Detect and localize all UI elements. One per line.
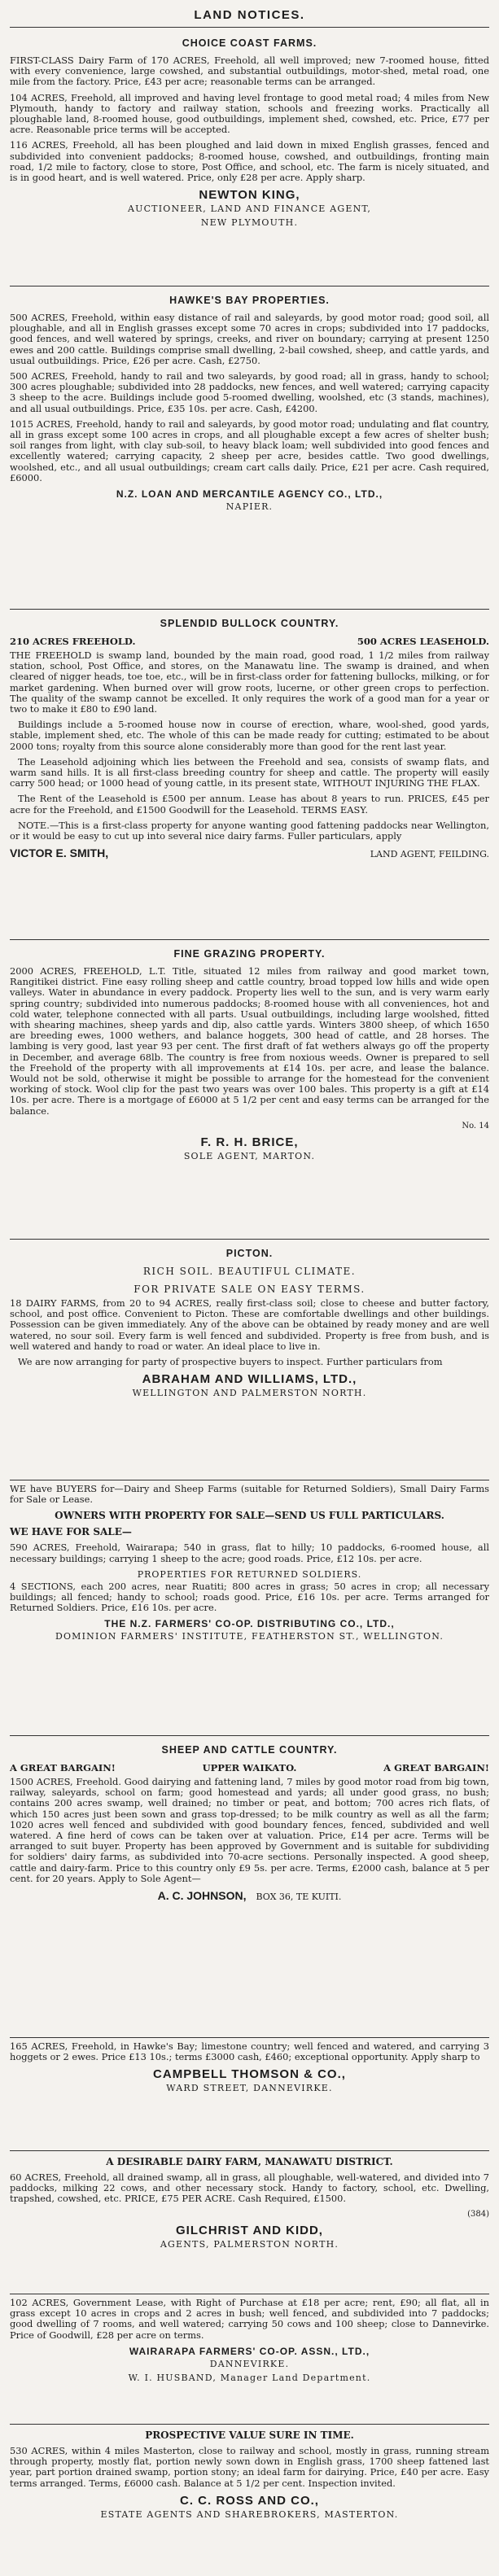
subheading-row [10, 636, 489, 647]
agent-name: A. C. JOHNSON, [157, 1889, 247, 1903]
picton-section [10, 1234, 489, 1402]
paragraph: The Leasehold adjoining which lies between the Freehold and sea, consists of swamp flats, and warm sand hills. It is all first-class breeding country for sheep and cattle. The property will easily carry 500 head; or 1000 head of young cattle, in its present state, WITHOUT INJURING THE FLAX. [10, 755, 489, 789]
divider [10, 2037, 489, 2038]
paragraph: The Rent of the Leasehold is £500 per annum. Lease has about 8 years to run. PRICES, £45 per acre for the Freehold, and £1500 Goodwill for the Leasehold. TERMS EASY. [10, 793, 489, 816]
paragraph: We are now arranging for party of prospective buyers to inspect. Further particulars from [18, 1356, 443, 1368]
section-heading: A DESIRABLE DAIRY FARM, MANAWATU DISTRICT. [106, 2156, 393, 2167]
divider [10, 1735, 489, 1736]
section-heading: OWNERS WITH PROPERTY FOR SALE—SEND US FULL PARTICULARS. [55, 1510, 444, 1522]
freehold-label: 210 ACRES FREEHOLD. [10, 636, 136, 647]
bargain-label: A GREAT BARGAIN! [10, 1762, 116, 1773]
section-heading: HAWKE'S BAY PROPERTIES. [169, 295, 330, 306]
agent-title: ESTATE AGENTS AND SHAREBROKERS, MASTERTON. [100, 2508, 399, 2520]
leasehold-label: 500 ACRES LEASEHOLD. [357, 636, 489, 647]
tagline: RICH SOIL. BEAUTIFUL CLIMATE. [142, 1266, 357, 1277]
agent-manager: W. I. HUSBAND, Manager Land Department. [128, 2372, 371, 2383]
listing: 1500 ACRES, Freehold. Good dairying and fattening land, 7 miles by good motor road from big town, railway, saleyards, school on farm; good homestead and yards; all under good grass, no bush; contains 200 acres swamp, well drained; no timber or peat, and bottom; 700 acres rich flats, of which 150 acres just been sown and grass top-dressed; to be milk country as well as all the farm; 1020 acres well fenced and subdivided with good boundary fences, fenced, subdivided and well watered. A fine herd of cows can be taken over at valuation. Price, £14 per acre. Terms will be arranged to suit buyer. Property has been approved by Government and is suitable for subdividing for soldiers' dairy farms, as subdivided into 70-acre sections. Personally inspected. A good sheep, cattle and dairy-farm. Price to this country only £9 5s. per acre. Terms, £2000 cash, balance at 5 per cent. for 20 years. Apply to Sole Agent— [10, 1776, 489, 1884]
agent-location: WELLINGTON AND PALMERSTON NORTH. [132, 1388, 367, 1399]
paragraph: NOTE.—This is a first-class property for anyone wanting good fattening paddocks near Wellington, or it would be easy to cut up into several nice dairy farms. Fuller particulars, apply [10, 819, 489, 842]
listing: 18 DAIRY FARMS, from 20 to 94 ACRES, really first-class soil; close to cheese and butter factory, school, and post office. Convenient to Picton. These are comfortable dwellings and other buildings. Possession can be given immediately. Any of the above can be obtained by ready money and are well watered, no sour soil. Every farm is well fenced and subdivided. Property is free from bush, and is well watered and handy to road or water. An ideal place to live in. [10, 1297, 489, 1352]
listing: 116 ACRES, Freehold, all has been ploughed and laid down in mixed English grasses, fenced and subdivided into convenient paddocks; 8-roomed house, cowshed, and outbuildings, fronting main road, 1/2 mile to factory, close to store, Post Office, and school, etc. The farm is nicely situated, and is in good heart, and is well watered. Price, only £28 per acre. Apply sharp. [10, 139, 489, 184]
farmers-coop-section [10, 1475, 489, 1645]
district-label: UPPER WAIKATO. [202, 1762, 297, 1773]
government-lease-section [10, 2289, 489, 2386]
listing: 165 ACRES, Freehold, in Hawke's Bay; limestone country; well fenced and watered, and carrying 3 hoggets or 2 ewes. Price £13 10s.; terms £3000 cash, £460; exceptional opportunity. Apply sharp to [10, 2040, 489, 2063]
listing: 530 ACRES, within 4 miles Masterton, close to railway and school, mostly in grass, running stream through property, mostly flat, portion newly sown down in English grass, 1700 sheep fattened last year, part portion drained swamp, portion stony; an ideal farm for dairying. Price, £40 per acre. Easy terms arranged. Terms, £6000 cash. Balance at 5 1/2 per cent. Inspection invited. [10, 2445, 489, 2489]
agent-title: AUCTIONEER, LAND AND FINANCE AGENT, [127, 203, 372, 215]
listing: 500 ACRES, Freehold, handy to rail and two saleyards, by good road; all in grass, handy to school; 300 acres ploughable; subdivided into 28 paddocks, new fences, and well watered; carrying capacity 3 sheep to the acre. Buildings include good 5-roomed dwelling, woolshed, etc (3 stands, machines), and all usual outbuildings. Price, £35 10s. per acre. Cash, £4200. [10, 370, 489, 414]
section-heading: SPLENDID BULLOCK COUNTRY. [160, 618, 339, 629]
agent-name: CAMPBELL THOMSON & CO., [153, 2067, 346, 2082]
section-heading: SHEEP AND CATTLE COUNTRY. [161, 1744, 338, 1756]
agent-address: BOX 36, TE KUITI. [256, 1892, 342, 1903]
divider [10, 939, 489, 940]
agent-line [10, 1889, 489, 1902]
section-heading: PICTON. [225, 1248, 274, 1259]
agent-location: DANNEVIRKE. [209, 2358, 290, 2369]
section-heading: PROSPECTIVE VALUE SURE IN TIME. [145, 2429, 354, 2441]
divider [10, 1239, 489, 1240]
agent-line [10, 846, 489, 859]
agent-address: WARD STREET, DANNEVIRKE. [166, 2083, 333, 2094]
listing: FIRST-CLASS Dairy Farm of 170 ACRES, Freehold, all well improved; new 7-roomed house, fitted with every convenience, large cowshed, and substantial outbuildings, motor-shed, metal road, one mile from the factory. Price, £43 per acre; reasonable terms can be arranged. [10, 55, 489, 88]
listing: 2000 ACRES, FREEHOLD, L.T. Title, situated 12 miles from railway and good market town, Rangitikei district. Fine easy rolling sheep and cattle country, broad topped low hills and wide open valleys. Water in abundance in every paddock. Property lies well to the sun, and is very warm early spring country; subdivided into numerous paddocks; 8-roomed house with all conveniences, hot and cold water, telephone connected with all parts. Usual outbuildings, including large woolshed, fitted with shearing machines, sheep yards and dip, also cattle yards. Winters 3800 sheep, of which 1650 are breeding ewes, 1000 wethers, and balance hoggets, 300 head of cattle, and 28 horses. The lambing is very good, last year 93 per cent. The first draft of fat wethers always go off the property in December, and average 68lb. The country is free from noxious weeds. Owner is prepared to sell the Freehold of the property with all improvements at £14 10s. per acre, and lease the balance. Would not be sold, otherwise it might be possible to arrange for the homestead for the convenient working of stock. Wool clip for the past two years was over 100 bales. This property is a gift at £14 10s. per acre. There is a mortgage of £6000 at 5 1/2 per cent and easy terms can be arranged for the balance. [10, 965, 489, 1117]
listing: 104 ACRES, Freehold, all improved and having level frontage to good metal road; 4 miles from New Plymouth, handy to factory and railway station, schools and freezing works. Practically all ploughable land, 8-roomed house, good outbuildings, implement shed, cowshed, etc. Price, £77 per acre. Reasonable price terms will be accepted. [10, 91, 489, 136]
bullock-country-section [10, 604, 489, 863]
section-heading: FINE GRAZING PROPERTY. [173, 948, 326, 960]
agent-name: F. R. H. BRICE, [200, 1135, 299, 1149]
subheading: PROPERTIES FOR RETURNED SOLDIERS. [137, 1568, 362, 1580]
hawkes-bay-limestone-section [10, 2032, 489, 2097]
listing: 500 ACRES, Freehold, within easy distance of rail and saleyards, by good motor road; good soil, all ploughable, and all in English grasses except some 70 acres in crops; subdivided into 17 paddocks, good fences, and well watered by springs, creeks, and river on boundary; carrying at present 1250 ewes and 200 cattle. Buildings comprise small dwelling, 2-bail cowshed, sheep, and cattle yards, and usual outbuildings. Price, £26 per acre. Cash, £2750. [10, 312, 489, 366]
agent-name: WAIRARAPA FARMERS' CO-OP. ASSN., LTD., [129, 2345, 370, 2357]
agent-title: LAND AGENT, FEILDING. [370, 849, 489, 860]
agent-location: AGENTS, PALMERSTON NORTH. [160, 2238, 339, 2250]
hawkes-bay-section [10, 281, 489, 515]
listing: 102 ACRES, Government Lease, with Right of Purchase at £18 per acre; rent, £90; all flat, all in grass except 10 acres in crops and 2 acres in bush; well fenced, and subdivided into 7 paddocks; good dwelling of 7 rooms, and well watered; carrying 50 cows and 100 sheep; close to Dannevirke. Price of Goodwill, £28 per acre on terms. [10, 2297, 489, 2341]
listing: 4 SECTIONS, each 200 acres, near Ruatiti; 800 acres in grass; 50 acres in crop; all necessary buildings; all fenced; handy to school; roads good. Price, £16 10s. per acre. Terms arranged for Returned Soldiers. Price, £16 10s. per acre. [10, 1580, 489, 1614]
intro: WE have BUYERS for—Dairy and Sheep Farms (suitable for Returned Soldiers), Small Dairy Farms for Sale or Lease. [10, 1483, 489, 1506]
listing: 60 ACRES, Freehold, all drained swamp, all in grass, all ploughable, well-watered, and divided into 7 paddocks, milking 22 cows, and other necessary stock. Handy to factory, school, etc. Dwelling, trapshed, cowshed, etc. PRICE, £75 PER ACRE. Cash Required, £1500. [10, 2171, 489, 2205]
agent-name: N.Z. LOAN AND MERCANTILE AGENCY CO., LTD., [116, 488, 383, 501]
agent-title: SOLE AGENT, MARTON. [183, 1150, 316, 1161]
listing: 590 ACRES, Freehold, Wairarapa; 540 in grass, flat to hilly; 10 paddocks, 6-roomed house, all necessary buildings; carrying 1 sheep to the acre; good roads. Price, £12 10s. per acre. [10, 1542, 489, 1564]
masterton-section [10, 2419, 489, 2523]
divider [10, 27, 489, 28]
agent-name: THE N.Z. FARMERS' CO-OP. DISTRIBUTING CO., LTD., [104, 1618, 395, 1630]
grazing-property-section [10, 934, 489, 1165]
agent-location: NEW PLYMOUTH. [200, 217, 299, 229]
divider [10, 609, 489, 610]
coast-farms-section [10, 29, 489, 231]
listing: 1015 ACRES, Freehold, handy to rail and saleyards, by good motor road; undulating and flat country, all in grass except some 100 acres in crops, and all ploughable except a few acres of shelter bush; soil ranges from light, with clay sub-soil, to heavy black loam; well subdivided into good fences and excellently watered; carrying capacity, 2 sheep per acre, besides cattle. Two good dwellings, woolshed, etc., and all usual outbuildings; cream cart calls daily. Price, £21 per acre. Cash required, £6000. [10, 418, 489, 483]
serial-number: (384) [467, 2209, 489, 2219]
subheading: WE HAVE FOR SALE— [10, 1526, 132, 1538]
agent-name: ABRAHAM AND WILLIAMS, LTD., [142, 1372, 357, 1387]
agent-name: NEWTON KING, [199, 188, 300, 203]
section-heading: CHOICE COAST FARMS. [182, 37, 317, 49]
manawatu-dairy-section [10, 2145, 489, 2253]
masthead: LAND NOTICES. [194, 8, 305, 22]
agent-name: GILCHRIST AND KIDD, [176, 2223, 323, 2237]
divider [10, 2424, 489, 2425]
sheep-cattle-section [10, 1730, 489, 1905]
divider [10, 2150, 489, 2151]
tagline: FOR PRIVATE SALE ON EASY TERMS. [134, 1284, 365, 1295]
serial-number: No. 14 [462, 1121, 489, 1131]
paragraph: Buildings include a 5-roomed house now in course of erection, whare, wool-shed, good yards, stable, implement shed, etc. The whole of this can be made ready for cutting; estimated to be about 2000 tons; royalty from this source alone considerably more than good for the rent last year. [10, 719, 489, 752]
agent-address: DOMINION FARMERS' INSTITUTE, FEATHERSTON ST., WELLINGTON. [55, 1631, 444, 1642]
agent-name: C. C. ROSS AND CO., [180, 2493, 319, 2508]
subheading-row [10, 1762, 489, 1773]
agent-location: NAPIER. [225, 501, 274, 513]
agent-name: VICTOR E. SMITH, [10, 846, 109, 860]
paragraph: THE FREEHOLD is swamp land, bounded by the main road, good road, 1 1/2 miles from railway station, school, Post Office, and stores, on the Manawatu line. The swamp is drained, and when cleared of nigger heads, toe toe, etc., will be in first-class order for fattening bullocks, milking, or for market gardening. When burned over will grow roots, lucerne, or other green crops to perfection. The quality of the swamp cannot be excelled. It only requires the work of a good man for a year or two to make it £80 to £90 land. [10, 649, 489, 715]
bargain-label: A GREAT BARGAIN! [383, 1762, 489, 1773]
